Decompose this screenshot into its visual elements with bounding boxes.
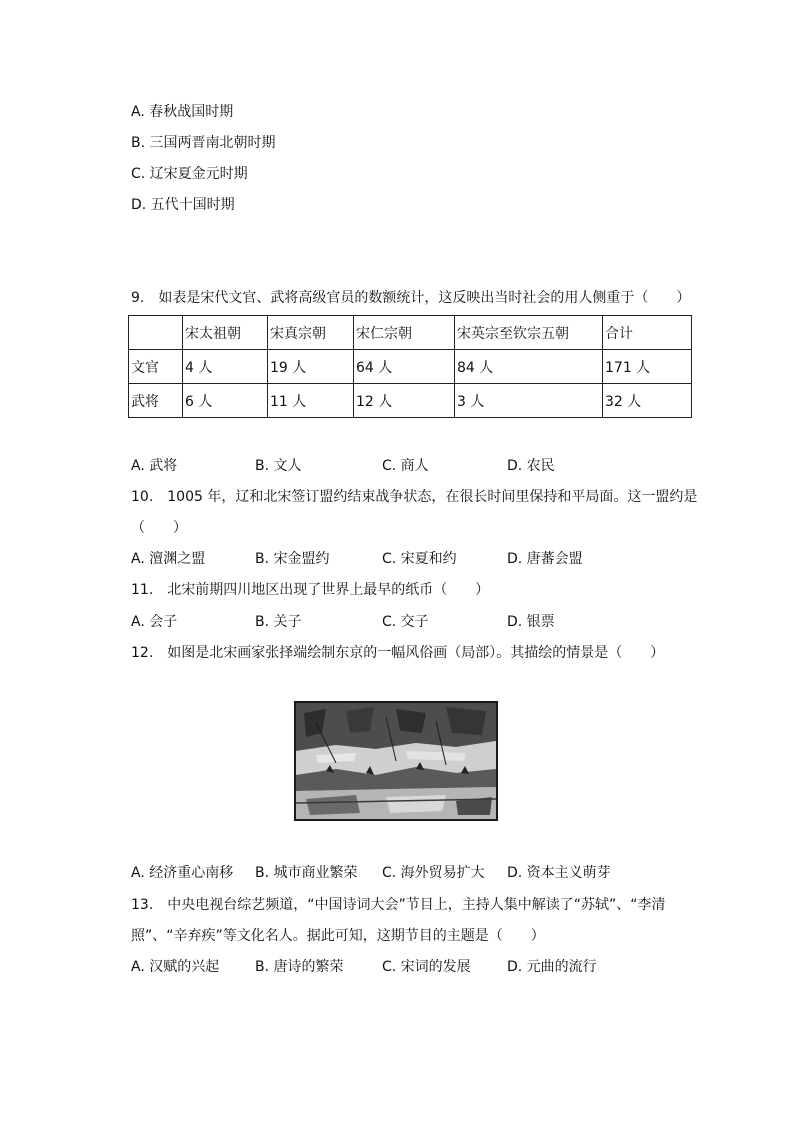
table-header-cell: 宋真宗朝 bbox=[268, 316, 354, 350]
q12-option-c: C. 海外贸易扩大 bbox=[382, 865, 485, 881]
q12-option-a: A. 经济重心南移 bbox=[131, 865, 234, 881]
table-header-cell bbox=[129, 316, 183, 350]
table-cell: 3 人 bbox=[455, 384, 603, 418]
table-header-cell: 宋仁宗朝 bbox=[354, 316, 455, 350]
q13-stem-line1: 13. 中央电视台综艺频道，“中国诗词大会”节目上，主持人集中解读了“苏轼”、“李清 bbox=[131, 897, 666, 913]
table-cell: 19 人 bbox=[268, 350, 354, 384]
table-cell: 171 人 bbox=[603, 350, 692, 384]
q12-option-b: B. 城市商业繁荣 bbox=[255, 865, 358, 881]
q13-option-c: C. 宋词的发展 bbox=[382, 959, 471, 975]
q10-option-c: C. 宋夏和约 bbox=[382, 551, 457, 567]
q9-option-d: D. 农民 bbox=[507, 458, 555, 474]
painting-image bbox=[296, 703, 496, 819]
q11-option-d: D. 银票 bbox=[507, 614, 555, 630]
table-cell: 6 人 bbox=[183, 384, 268, 418]
q10-stem-line2: （ ） bbox=[131, 520, 187, 536]
q13-option-d: D. 元曲的流行 bbox=[507, 959, 597, 975]
q9-stem: 9. 如表是宋代文官、武将高级官员的数额统计，这反映出当时社会的用人侧重于（ ） bbox=[131, 290, 691, 306]
q8-option-c: C. 辽宋夏金元时期 bbox=[131, 166, 248, 182]
table-cell: 64 人 bbox=[354, 350, 455, 384]
q10-stem-line1: 10. 1005 年，辽和北宋签订盟约结束战争状态，在很长时间里保持和平局面。这一盟约是 bbox=[131, 489, 698, 505]
q9-option-b: B. 文人 bbox=[255, 458, 302, 474]
q11-option-c: C. 交子 bbox=[382, 614, 429, 630]
table-cell: 11 人 bbox=[268, 384, 354, 418]
table-header-cell: 宋英宗至钦宗五朝 bbox=[455, 316, 603, 350]
table-row bbox=[129, 350, 692, 384]
q10-option-d: D. 唐蕃会盟 bbox=[507, 551, 583, 567]
q13-option-b: B. 唐诗的繁荣 bbox=[255, 959, 344, 975]
q9-option-c: C. 商人 bbox=[382, 458, 429, 474]
q9-officials-table bbox=[128, 315, 692, 418]
table-cell: 84 人 bbox=[455, 350, 603, 384]
qingming-scroll-painting bbox=[294, 701, 498, 821]
table-row-label: 文官 bbox=[129, 350, 183, 384]
table-header-row bbox=[129, 316, 692, 350]
q10-option-b: B. 宋金盟约 bbox=[255, 551, 330, 567]
q11-option-a: A. 会子 bbox=[131, 614, 178, 630]
table-cell: 4 人 bbox=[183, 350, 268, 384]
table-header-cell: 合计 bbox=[603, 316, 692, 350]
q11-stem: 11. 北宋前期四川地区出现了世界上最早的纸币（ ） bbox=[131, 582, 490, 598]
q10-option-a: A. 澶渊之盟 bbox=[131, 551, 206, 567]
q8-option-a: A. 春秋战国时期 bbox=[131, 104, 234, 120]
q9-option-a: A. 武将 bbox=[131, 458, 178, 474]
q11-option-b: B. 关子 bbox=[255, 614, 302, 630]
q13-stem-line2: 照”、“辛弃疾”等文化名人。据此可知，这期节目的主题是（ ） bbox=[131, 928, 545, 944]
q12-option-d: D. 资本主义萌芽 bbox=[507, 865, 611, 881]
table-header-cell: 宋太祖朝 bbox=[183, 316, 268, 350]
q8-option-b: B. 三国两晋南北朝时期 bbox=[131, 135, 276, 151]
table-cell: 32 人 bbox=[603, 384, 692, 418]
table-cell: 12 人 bbox=[354, 384, 455, 418]
q8-option-d: D. 五代十国时期 bbox=[131, 197, 235, 213]
q12-stem: 12. 如图是北宋画家张择端绘制东京的一幅风俗画（局部）。其描绘的情景是（ ） bbox=[131, 645, 665, 661]
table-row bbox=[129, 384, 692, 418]
table-row-label: 武将 bbox=[129, 384, 183, 418]
q13-option-a: A. 汉赋的兴起 bbox=[131, 959, 220, 975]
